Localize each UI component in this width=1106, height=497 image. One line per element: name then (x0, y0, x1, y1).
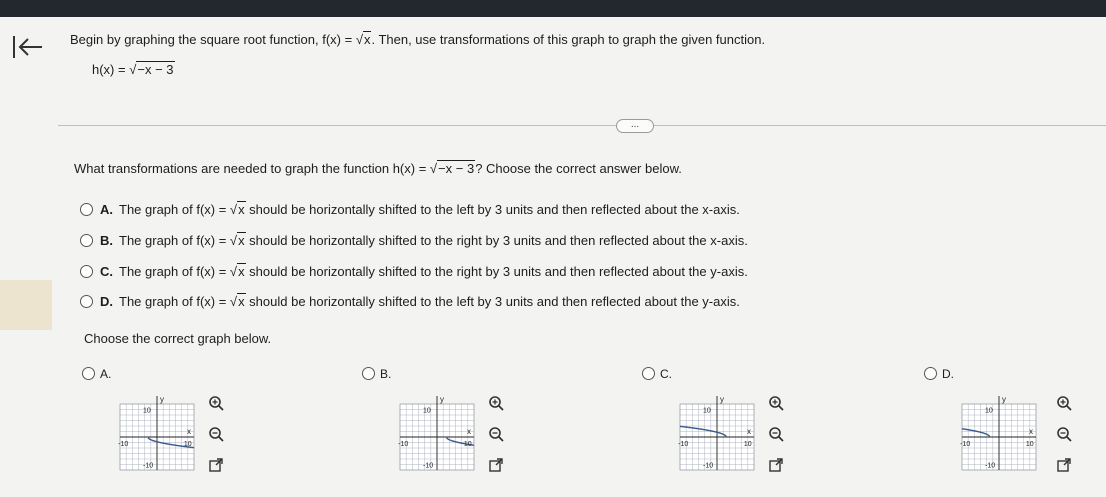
option-text: The graph of f(x) = (119, 264, 230, 279)
option-text-end: should be horizontally shifted to the right by 3 units and then reflected about the y-axis. (245, 264, 748, 279)
x-axis-label: x (1029, 427, 1033, 436)
sqrt-expression: √x (229, 294, 245, 309)
option-text-end: should be horizontally shifted to the left by 3 units and then reflected about the x-axis. (245, 202, 740, 217)
radicand: x (238, 202, 245, 217)
x-axis-label: x (187, 427, 191, 436)
option-text-end: should be horizontally shifted to the right by 3 units and then reflected about the x-axis. (245, 233, 748, 248)
option-d[interactable] (80, 294, 740, 312)
tick-label-y-pos: 10 (703, 407, 711, 415)
highlight-band (0, 280, 52, 330)
graph-option-label[interactable] (82, 367, 111, 381)
radio-button[interactable] (80, 234, 93, 247)
tick-label-y-pos: 10 (423, 407, 431, 415)
tick-label-x-neg: -10 (678, 441, 689, 448)
zoom-out-icon[interactable] (208, 426, 224, 442)
y-axis-label: y (1002, 395, 1006, 404)
divider (58, 125, 1106, 126)
radio-button[interactable] (362, 367, 375, 380)
zoom-in-icon[interactable] (488, 395, 504, 411)
option-letter: A. (100, 202, 113, 217)
graph-option-label[interactable] (642, 367, 672, 381)
part1-prompt (74, 161, 682, 176)
graph-letter: B. (380, 367, 392, 381)
option-text: The graph of f(x) = (119, 202, 230, 217)
tick-label-y-neg: -10 (703, 462, 714, 470)
graph-option-label[interactable] (924, 367, 954, 381)
zoom-in-icon[interactable] (208, 395, 224, 411)
radicand: x (238, 294, 245, 309)
tick-label-x-neg: -10 (398, 441, 409, 448)
graph-choice-d[interactable] (924, 367, 1106, 497)
zoom-in-icon[interactable] (1056, 395, 1072, 411)
tick-label-y-pos: 10 (985, 407, 993, 415)
x-axis-label: x (747, 427, 751, 436)
radio-button[interactable] (642, 367, 655, 380)
tick-label-y-neg: -10 (985, 462, 996, 470)
open-external-icon[interactable] (1056, 457, 1072, 473)
graph-thumbnail[interactable] (952, 392, 1046, 480)
function-prefix: h(x) = (92, 62, 130, 77)
zoom-in-icon[interactable] (768, 395, 784, 411)
graph-choice-a[interactable] (82, 367, 282, 497)
tick-label-x-pos: 10 (1025, 441, 1034, 448)
radio-button[interactable] (924, 367, 937, 380)
sqrt-expression: √x (229, 202, 245, 217)
option-letter: B. (100, 233, 113, 248)
open-external-icon[interactable] (208, 457, 224, 473)
y-axis-label: y (440, 395, 444, 404)
option-c[interactable] (80, 264, 748, 282)
top-bar (0, 0, 1106, 17)
sqrt-expression: √x (229, 264, 245, 279)
tick-label-x-neg: -10 (960, 441, 971, 448)
graph-thumbnail[interactable] (110, 392, 204, 480)
graph-option-label[interactable] (362, 367, 391, 381)
sqrt-expression: √x (355, 32, 371, 47)
option-text: The graph of f(x) = (119, 233, 230, 248)
tick-label-x-pos: 10 (463, 441, 472, 448)
tick-label-y-neg: -10 (423, 462, 434, 470)
graph-letter: A. (100, 367, 112, 381)
zoom-out-icon[interactable] (768, 426, 784, 442)
tick-label-x-pos: 10 (183, 441, 192, 448)
graph-choice-c[interactable] (642, 367, 842, 497)
sqrt-expression: √x (229, 233, 245, 248)
graph-letter: C. (660, 367, 672, 381)
more-button[interactable]: ... (616, 119, 654, 133)
sqrt-expression: √−x − 3 (429, 161, 475, 176)
tick-label-y-pos: 10 (143, 407, 151, 415)
zoom-out-icon[interactable] (488, 426, 504, 442)
instruction-text-end: . Then, use transformations of this graph to graph the given function. (371, 32, 766, 47)
option-b[interactable] (80, 233, 748, 251)
option-letter: D. (100, 294, 113, 309)
instruction-text: Begin by graphing the square root function, f(x) = (70, 32, 356, 47)
option-text: The graph of f(x) = (119, 294, 230, 309)
radio-button[interactable] (82, 367, 95, 380)
y-axis-label: y (720, 395, 724, 404)
option-text-end: should be horizontally shifted to the left by 3 units and then reflected about the y-axis. (245, 294, 740, 309)
graph-letter: D. (942, 367, 954, 381)
prompt-text: What transformations are needed to graph the function h(x) = (74, 161, 430, 176)
radicand: −x − 3 (438, 161, 475, 176)
collapse-back-icon[interactable] (10, 32, 46, 62)
graph-thumbnail[interactable] (390, 392, 484, 480)
radio-button[interactable] (80, 295, 93, 308)
tick-label-x-pos: 10 (743, 441, 752, 448)
radicand: x (238, 233, 245, 248)
radicand: −x − 3 (137, 62, 174, 77)
radicand: x (238, 264, 245, 279)
tick-label-y-neg: -10 (143, 462, 154, 470)
radicand: x (363, 32, 371, 47)
sqrt-expression: √−x − 3 (129, 62, 174, 77)
open-external-icon[interactable] (768, 457, 784, 473)
prompt-text-end: ? Choose the correct answer below. (475, 161, 682, 176)
tick-label-x-neg: -10 (118, 441, 129, 448)
radio-button[interactable] (80, 265, 93, 278)
graph-thumbnail[interactable] (670, 392, 764, 480)
option-letter: C. (100, 264, 113, 279)
x-axis-label: x (467, 427, 471, 436)
radio-button[interactable] (80, 203, 93, 216)
part2-prompt: Choose the correct graph below. (84, 331, 272, 346)
question-instruction (70, 32, 765, 47)
given-function (92, 62, 175, 77)
option-a[interactable] (80, 202, 740, 220)
zoom-out-icon[interactable] (1056, 426, 1072, 442)
y-axis-label: y (160, 395, 164, 404)
graph-choice-b[interactable] (362, 367, 562, 497)
open-external-icon[interactable] (488, 457, 504, 473)
